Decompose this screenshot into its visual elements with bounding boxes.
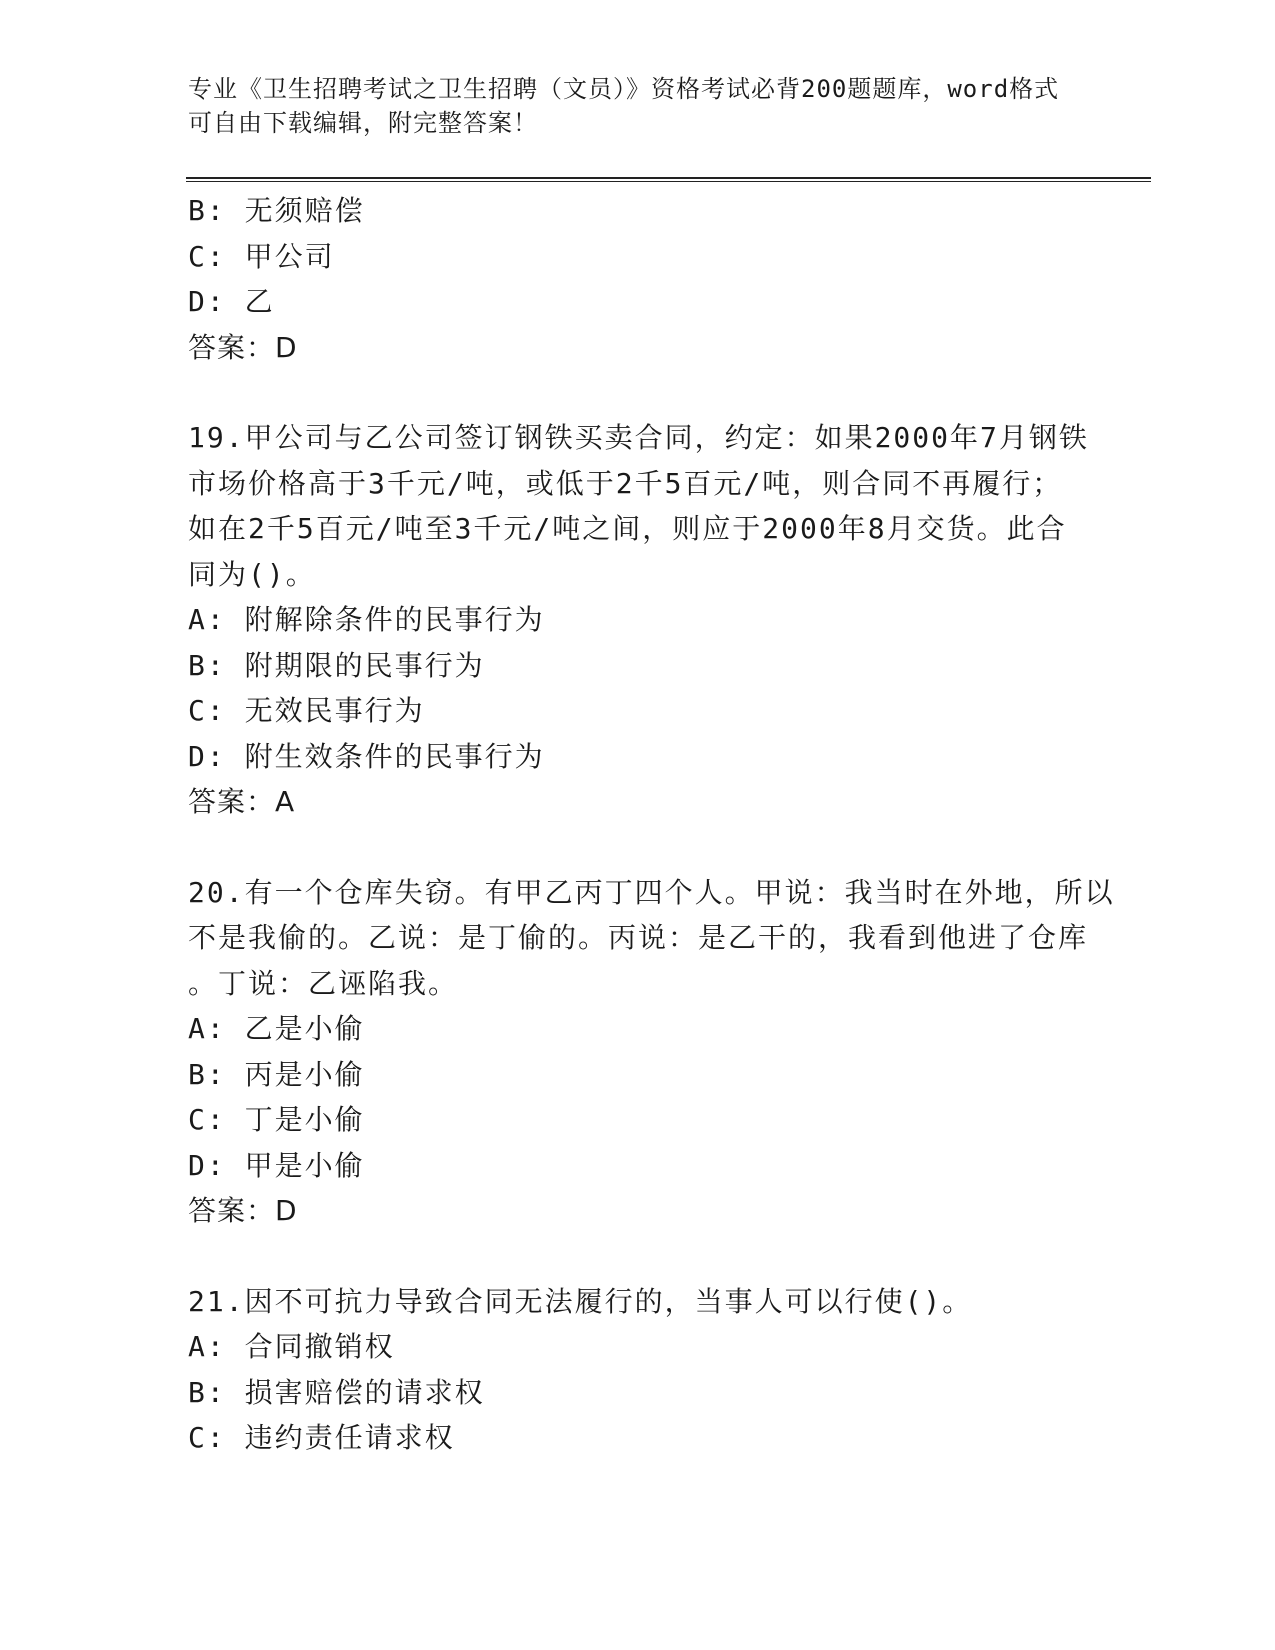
option-c: C: 丁是小偷 bbox=[188, 1103, 365, 1136]
option-c: C: 违约责任请求权 bbox=[188, 1421, 455, 1454]
question-20 bbox=[188, 870, 1115, 1234]
question-content bbox=[188, 188, 1115, 1461]
option-a: A: 合同撤销权 bbox=[188, 1330, 395, 1363]
option-c: C: 甲公司 bbox=[188, 239, 335, 273]
option-b: B: 附期限的民事行为 bbox=[188, 648, 485, 682]
question-text-line: 同为()。 bbox=[188, 557, 316, 591]
question-text-line: 19.甲公司与乙公司签订钢铁买卖合同，约定：如果2000年7月钢铁 bbox=[188, 421, 1089, 454]
document-header bbox=[188, 72, 1068, 140]
question-text-line: 21.因不可抗力导致合同无法履行的，当事人可以行使()。 bbox=[188, 1284, 973, 1318]
question-text-line: 如在2千5百元/吨至3千元/吨之间，则应于2000年8月交货。此合 bbox=[188, 512, 1067, 545]
header-line-1: 专业《卫生招聘考试之卫生招聘（文员）》资格考试必背200题题库，word格式 bbox=[188, 75, 1060, 103]
spacer bbox=[188, 370, 1088, 415]
option-a: A: 乙是小偷 bbox=[188, 1012, 365, 1045]
question-21 bbox=[188, 1279, 1088, 1461]
header-line-2: 可自由下载编辑，附完整答案！ bbox=[188, 109, 538, 137]
header-divider bbox=[186, 177, 1151, 182]
option-d: D: 甲是小偷 bbox=[188, 1148, 365, 1182]
option-b: B: 损害赔偿的请求权 bbox=[188, 1375, 485, 1409]
question-text-line: 市场价格高于3千元/吨，或低于2千5百元/吨，则合同不再履行； bbox=[188, 466, 1063, 500]
answer-line: 答案：D bbox=[188, 330, 298, 364]
option-d: D: 附生效条件的民事行为 bbox=[188, 739, 545, 773]
spacer bbox=[188, 1234, 1088, 1279]
question-text-line: 不是我偷的。乙说：是丁偷的。丙说：是乙干的，我看到他进了仓库 bbox=[188, 921, 1089, 954]
option-b: B: 无须赔偿 bbox=[188, 194, 365, 227]
answer-line: 答案：D bbox=[188, 1194, 298, 1227]
spacer bbox=[188, 825, 1088, 870]
question-text-line: 20.有一个仓库失窃。有甲乙丙丁四个人。甲说：我当时在外地，所以 bbox=[188, 875, 1115, 909]
answer-line: 答案：A bbox=[188, 785, 296, 818]
question-19 bbox=[188, 415, 1088, 825]
option-b: B: 丙是小偷 bbox=[188, 1057, 365, 1091]
option-c: C: 无效民事行为 bbox=[188, 694, 425, 727]
question-text-line: 。丁说：乙诬陷我。 bbox=[188, 966, 459, 1000]
question-18 bbox=[188, 188, 1088, 370]
option-a: A: 附解除条件的民事行为 bbox=[188, 603, 545, 636]
option-d: D: 乙 bbox=[188, 285, 275, 318]
